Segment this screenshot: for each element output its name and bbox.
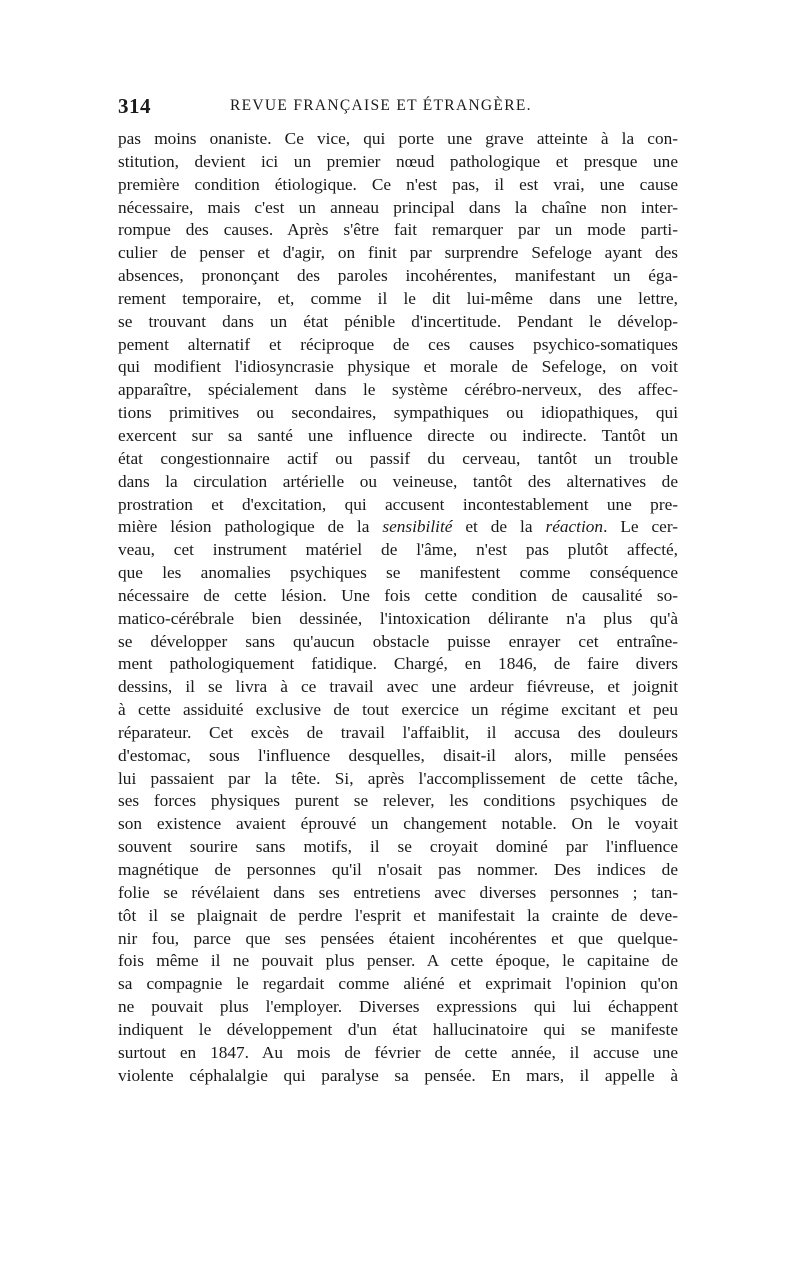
text-line: se trouvant dans un état pénible d'incertitude. Pendant le dévelop- (118, 311, 678, 331)
text-line: absences, prononçant des paroles incohérentes, manifestant un éga- (118, 266, 678, 286)
text-line: d'estomac, sous l'influence desquelles, disait-il alors, mille pensées (118, 745, 678, 765)
text-line: dans la circulation artérielle ou veineuse, tantôt des alternatives de (118, 471, 678, 491)
page-number: 314 (118, 94, 151, 118)
text-line: exercent sur sa santé une influence directe ou indirecte. Tantôt un (118, 425, 678, 445)
italic-term: sensibilité (382, 517, 453, 537)
text-line: pas moins onaniste. Ce vice, qui porte une grave atteinte à la con- (118, 129, 678, 148)
text-line: son existence avaient éprouvé un changement notable. On le voyait (118, 814, 678, 834)
body-text (118, 128, 678, 1087)
text-line: réparateur. Cet excès de travail l'affaiblit, il accusa des douleurs (118, 722, 678, 742)
text-line: nécessaire, mais c'est un anneau principal dans la chaîne non inter- (118, 197, 678, 217)
text-line: mière lésion pathologique de la sensibilité et de la réaction. Le cer- (118, 517, 678, 537)
text-line: matico-cérébrale bien dessinée, l'intoxication délirante n'a plus qu'à (118, 608, 678, 628)
text-line: pement alternatif et réciproque de ces causes psychico-somatiques (118, 334, 678, 354)
text-line: rement temporaire, et, comme il le dit lui-même dans une lettre, (118, 288, 678, 308)
text-line: fois même il ne pouvait plus penser. A cette époque, le capitaine de (118, 951, 678, 971)
text-line: se développer sans qu'aucun obstacle puisse enrayer cet entraîne- (118, 631, 678, 651)
text-line: prostration et d'excitation, qui accusent incontestablement une pre- (118, 494, 678, 514)
text-line: magnétique de personnes qu'il n'osait pas nommer. Des indices de (118, 860, 678, 879)
italic-term: réaction (545, 517, 604, 537)
text-line: que les anomalies psychiques se manifestent comme conséquence (118, 563, 678, 583)
text-line: ment pathologiquement fatidique. Chargé, en 1846, de faire divers (118, 654, 678, 674)
text-line: nir fou, parce que ses pensées étaient incohérentes et que quelque- (118, 928, 678, 948)
journal-title: REVUE FRANÇAISE ET ÉTRANGÈRE. (230, 97, 532, 114)
text-line: veau, cet instrument matériel de l'âme, n'est pas plutôt affecté, (118, 540, 678, 560)
text-line: dessins, il se livra à ce travail avec une ardeur fiévreuse, et joignit (118, 677, 678, 697)
text-line: tôt il se plaignait de perdre l'esprit et manifestait la crainte de deve- (118, 905, 678, 925)
text-line: lui passaient par la tête. Si, après l'accomplissement de cette tâche, (118, 768, 678, 788)
text-line: nécessaire de cette lésion. Une fois cette condition de causalité so- (118, 585, 678, 605)
text-line: apparaître, spécialement dans le système cérébro-nerveux, des affec- (118, 380, 678, 400)
text-line: à cette assiduité exclusive de tout exercice un régime excitant et peu (118, 700, 678, 720)
text-line: indiquent le développement d'un état hallucinatoire qui se manifeste (118, 1019, 678, 1039)
text-line: culier de penser et d'agir, on finit par surprendre Sefeloge ayant des (118, 243, 678, 263)
text-line: ses forces physiques purent se relever, les conditions psychiques de (118, 791, 678, 811)
text-line: ne pouvait plus l'employer. Diverses expressions qui lui échappent (118, 997, 678, 1017)
text-line: état congestionnaire actif ou passif du cerveau, tantôt un trouble (118, 448, 678, 468)
text-line: surtout en 1847. Au mois de février de cette année, il accuse une (118, 1042, 678, 1062)
text-line: sa compagnie le regardait comme aliéné et exprimait l'opinion qu'on (118, 974, 678, 994)
text-line: qui modifient l'idiosyncrasie physique et morale de Sefeloge, on voit (118, 357, 678, 377)
running-head (118, 94, 678, 118)
text-line: violente céphalalgie qui paralyse sa pensée. En mars, il appelle à (118, 1065, 678, 1085)
text-line: tions primitives ou secondaires, sympathiques ou idiopathiques, qui (118, 403, 678, 423)
text-line: première condition étiologique. Ce n'est pas, il est vrai, une cause (118, 174, 678, 194)
text-line: folie se révélaient dans ses entretiens avec diverses personnes ; tan- (118, 882, 678, 902)
text-line: souvent sourire sans motifs, il se croyait dominé par l'influence (118, 837, 678, 857)
text-line: stitution, devient ici un premier nœud pathologique et presque une (118, 151, 678, 171)
text-line: rompue des causes. Après s'être fait remarquer par un mode parti- (118, 220, 678, 240)
